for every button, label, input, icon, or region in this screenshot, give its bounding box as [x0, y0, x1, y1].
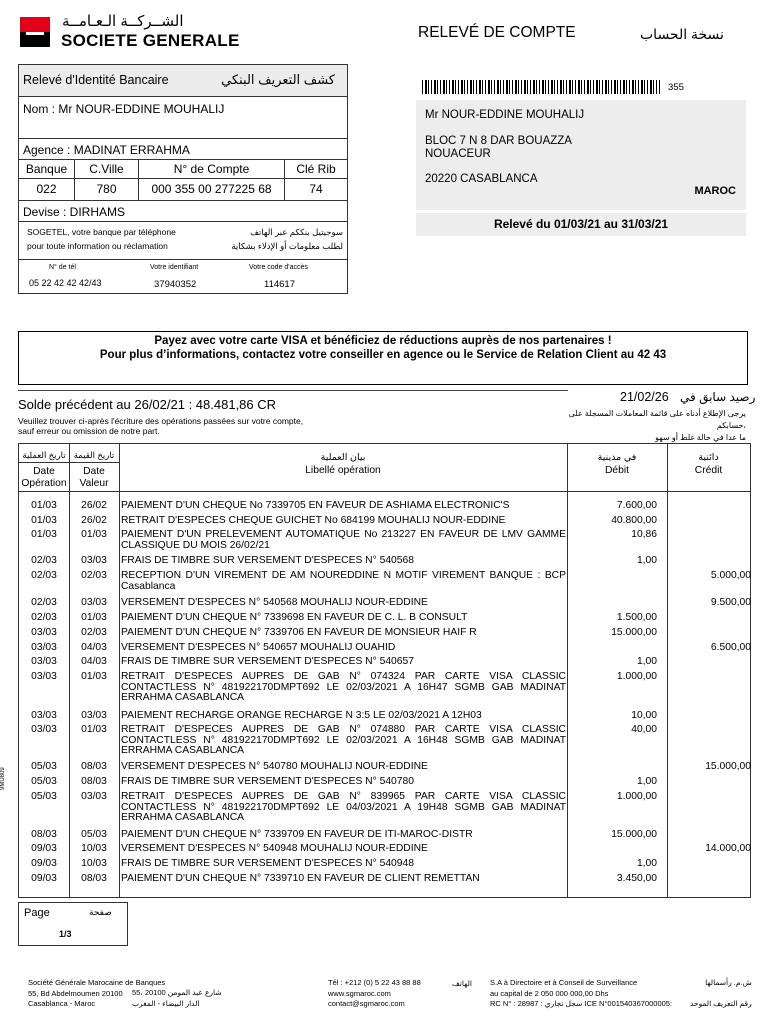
agency-name: Agence : MADINAT ERRAHMA	[23, 143, 190, 157]
tel-label: N° de tél	[49, 264, 76, 271]
credit-amount: 6.500,00	[710, 642, 751, 653]
libelle: PAIEMENT RECHARGE ORANGE RECHARGE N 3:5 LE 02/03/2021 A 12H03	[121, 710, 482, 721]
page-label-arabic: صفحة	[89, 907, 112, 917]
date-operation: 03/03	[31, 642, 57, 653]
footer-website[interactable]: www.sgmaroc.com	[328, 988, 391, 998]
libelle: PAIEMENT D'UN CHEQUE N° 7339706 EN FAVEUR DE MONSIEUR HAIF R	[121, 627, 477, 638]
credit-amount: 5.000,00	[710, 570, 751, 581]
footer-company-city: Casablanca - Maroc	[28, 999, 96, 1008]
header-credit-arabic: دائنية	[698, 452, 719, 463]
footer-registry	[490, 999, 672, 1010]
date-operation: 03/03	[31, 710, 57, 721]
footer-company-arabic	[132, 988, 222, 1009]
promo-banner	[18, 331, 748, 385]
access-code-value: 114617	[264, 279, 295, 290]
date-operation: 02/03	[31, 570, 57, 581]
date-valeur: 02/03	[81, 570, 107, 581]
footer-email[interactable]: contact@sgmaroc.com	[328, 999, 405, 1008]
col-cle: Clé Rib	[296, 162, 336, 176]
footer-legal	[490, 978, 672, 1010]
date-valeur: 08/03	[81, 776, 107, 787]
rib-header-label: Relevé d'Identité Bancaire	[23, 73, 169, 87]
rib-header-arabic: كشف التعريف البنكي	[221, 72, 335, 87]
date-operation: 03/03	[31, 671, 57, 682]
date-valeur: 04/03	[81, 656, 107, 667]
header-date-op-2: Opération	[21, 478, 67, 489]
date-operation: 03/03	[31, 627, 57, 638]
date-operation: 09/03	[31, 843, 57, 854]
barcode-number: 355	[668, 82, 684, 93]
col-divider	[667, 444, 668, 897]
header-date-val-2: Valeur	[79, 478, 109, 489]
debit-amount: 1,00	[636, 656, 657, 667]
footer-city-arabic: الدار البيضاء - المغرب	[132, 998, 200, 1008]
header-date-val-arabic: تاريخ القيمة	[73, 450, 115, 460]
libelle: FRAIS DE TIMBRE SUR VERSEMENT D'ESPECES N° 540657	[121, 656, 414, 667]
document-title-arabic: نسخة الحساب	[640, 26, 724, 42]
libelle: PAIEMENT D'UN CHEQUE N° 7339709 EN FAVEUR DE ITI-MAROC-DISTR	[121, 829, 473, 840]
col-ville: C.Ville	[75, 160, 139, 178]
header-date-op-1: Date	[33, 466, 55, 477]
header-debit-arabic: في مدينية	[597, 452, 637, 463]
account-number: 000 355 00 277225 68	[139, 179, 285, 200]
debit-amount: 7.600,00	[616, 500, 657, 511]
libelle: RETRAIT D'ESPECES AUPRES DE GAB N° 074880 PAR CARTE VISA CLASSIC CONTACTLESS N° 481922170DMPT692 LE 02/03/2021 A 16H48 SGMB GAB MADINAT ERRAHMA CASABLANCA	[121, 724, 566, 756]
date-valeur: 01/03	[81, 529, 107, 540]
ville-code: 780	[75, 179, 139, 200]
page-label: Page	[24, 907, 50, 919]
document-title: RELEVÉ DE COMPTE	[418, 24, 576, 41]
note-arabic-1: يرجى الإطلاع أدناه على قائمة المعاملات المسجلة على حسابكم،	[568, 409, 746, 430]
note-arabic-2: ما عدا في حالة غلط أو سهو	[655, 433, 746, 442]
libelle: RETRAIT D'ESPECES AUPRES DE GAB N° 074324 PAR CARTE VISA CLASSIC CONTACTLESS N° 481922170DMPT692 LE 02/03/2021 A 16H47 SGMB GAB MADINAT ERRAHMA CASABLANCA	[121, 671, 566, 703]
debit-amount: 1.000,00	[616, 791, 657, 802]
date-valeur: 03/03	[81, 555, 107, 566]
date-valeur: 26/02	[81, 500, 107, 511]
date-valeur: 05/03	[81, 829, 107, 840]
footer-ice: ICE N°001540367000005:	[584, 999, 673, 1008]
footer-phone-arabic: الهاتف	[452, 979, 472, 988]
address-line-2: NOUACEUR	[425, 148, 491, 160]
debit-amount: 1.000,00	[616, 671, 657, 682]
sogetel-line-1: SOGETEL, votre banque par téléphone	[27, 227, 176, 237]
debit-amount: 10,86	[631, 529, 657, 540]
debit-amount: 40,00	[631, 724, 657, 735]
header-date-op-arabic: تاريخ العملية	[22, 450, 66, 460]
libelle: PAIEMENT D'UN CHEQUE N° 7339710 EN FAVEUR DE CLIENT REMETTAN	[121, 873, 480, 884]
date-operation: 09/03	[31, 873, 57, 884]
sogetel-arabic-1: سوجيتيل بنككم عبر الهاتف	[250, 227, 343, 237]
col-divider	[119, 444, 120, 897]
date-valeur: 08/03	[81, 873, 107, 884]
date-valeur: 01/03	[81, 612, 107, 623]
banque-code: 022	[19, 179, 75, 200]
address-name: Mr NOUR-EDDINE MOUHALIJ	[425, 109, 585, 121]
header-libelle: Libellé opération	[305, 465, 381, 476]
header-credit: Crédit	[694, 465, 723, 476]
date-valeur: 10/03	[81, 843, 107, 854]
libelle: PAIEMENT D'UN CHEQUE N° 7339698 EN FAVEUR DE C. L. B CONSULT	[121, 612, 468, 623]
date-valeur: 03/03	[81, 791, 107, 802]
debit-amount: 1,00	[636, 555, 657, 566]
debit-amount: 15.000,00	[611, 829, 657, 840]
debit-amount: 1.500,00	[616, 612, 657, 623]
libelle: RETRAIT D'ESPECES AUPRES DE GAB N° 839965 PAR CARTE VISA CLASSIC CONTACTLESS N° 481922170DMPT692 LE 04/03/2021 A 19H48 SGMB GAB MADINAT ERRAHMA CASABLANCA	[121, 791, 566, 823]
header-debit: Débit	[604, 465, 630, 476]
debit-amount: 15.000,00	[611, 627, 657, 638]
date-operation: 01/03	[31, 500, 57, 511]
debit-amount: 1,00	[636, 858, 657, 869]
col-compte: N° de Compte	[139, 160, 285, 178]
rib-key: 74	[309, 182, 323, 196]
divider	[18, 390, 568, 391]
statement-note	[18, 416, 303, 436]
bank-name: SOCIETE GENERALE	[61, 31, 240, 50]
previous-balance-arabic: رصيد سابق في	[680, 390, 756, 404]
footer-legal-arabic-1: ش.م. رأسمالها	[705, 978, 752, 987]
date-operation: 02/03	[31, 597, 57, 608]
libelle: VERSEMENT D'ESPECES N° 540948 MOUHALIJ NOUR-EDDINE	[121, 843, 428, 854]
promo-line-2: Pour plus d’informations, contactez votre conseiller en agence ou le Service de Relation Client au 42 43	[99, 349, 667, 361]
note-line-1: Veuillez trouver ci-après l'écriture des opérations passées sur votre compte,	[18, 416, 304, 426]
date-valeur: 10/03	[81, 858, 107, 869]
date-operation: 05/03	[31, 776, 57, 787]
date-valeur: 03/03	[81, 710, 107, 721]
footer-phone: Tél : +212 (0) 5 22 43 88 88	[328, 978, 421, 987]
rib-values-row	[19, 179, 347, 201]
libelle: PAIEMENT D'UN CHEQUE No 7339705 EN FAVEUR DE ASHIAMA ELECTRONIC'S	[121, 500, 510, 511]
header-subdivider	[19, 462, 119, 463]
statement-period: Relevé du 01/03/21 au 31/03/21	[416, 213, 746, 236]
debit-amount: 10,00	[631, 710, 657, 721]
footer-company-name: Société Générale Marocaine de Banques	[28, 978, 166, 987]
sogetel-line-2: pour toute information ou réclamation	[27, 241, 168, 251]
barcode	[422, 80, 660, 94]
header-divider	[19, 491, 750, 492]
footer-capital: au capital de 2 050 000 000,00 Dhs	[490, 988, 609, 998]
col-divider	[567, 444, 568, 897]
footer-rc: RC N° : 28987 :	[490, 999, 543, 1008]
address-line-3: 20220 CASABLANCA	[425, 173, 538, 185]
debit-amount: 3.450,00	[616, 873, 657, 884]
libelle: VERSEMENT D'ESPECES N° 540657 MOUHALIJ OUAHID	[121, 642, 396, 653]
address-country: MAROC	[694, 185, 736, 197]
libelle: VERSEMENT D'ESPECES N° 540780 MOUHALIJ NOUR-EDDINE	[121, 761, 428, 772]
bank-name-arabic: الشــركــة الـعـامــة	[62, 13, 184, 30]
footer-company-address: 55, Bd Abdelmoumen 20100	[28, 988, 123, 998]
rib-columns-header	[19, 160, 347, 179]
sogetel-row	[19, 222, 347, 260]
account-holder-name: Nom : Mr NOUR-EDDINE MOUHALIJ	[23, 102, 225, 116]
identifier-value: 37940352	[154, 279, 197, 290]
date-operation: 02/03	[31, 555, 57, 566]
rib-nom-row	[19, 97, 347, 139]
statement-note-arabic	[560, 408, 746, 444]
note-line-2: sauf erreur ou omission de notre part.	[18, 426, 160, 436]
date-valeur: 08/03	[81, 761, 107, 772]
side-code: 9MU809	[0, 767, 6, 790]
debit-amount: 40.800,00	[611, 515, 657, 526]
footer-address-arabic: 55، شارع عبد المومن 20100	[132, 988, 222, 997]
date-valeur: 02/03	[81, 627, 107, 638]
rib-agence-row	[19, 139, 347, 160]
sogetel-arabic-2: لطلب معلومات أو الإدلاء بشكاية	[231, 241, 343, 251]
footer-legal-arabic	[690, 978, 752, 1010]
libelle: VERSEMENT D'ESPECES N° 540568 MOUHALIJ NOUR-EDDINE	[121, 597, 428, 608]
date-operation: 01/03	[31, 515, 57, 526]
address-line-1: BLOC 7 N 8 DAR BOUAZZA	[425, 135, 572, 147]
libelle: RECEPTION D'UN VIREMENT DE AM NOUREDDINE N MOTIF VIREMENT BANQUE : BCP Casablanca	[121, 570, 566, 592]
col-banque: Banque	[19, 160, 75, 178]
date-operation: 08/03	[31, 829, 57, 840]
credit-amount: 14.000,00	[705, 843, 751, 854]
header-libelle-arabic: بيان العملية	[320, 452, 366, 463]
date-valeur: 03/03	[81, 597, 107, 608]
previous-balance: Solde précédent au 26/02/21 : 48.481,86 CR	[18, 397, 277, 412]
libelle: FRAIS DE TIMBRE SUR VERSEMENT D'ESPECES N° 540568	[121, 555, 414, 566]
libelle: RETRAIT D'ESPECES CHEQUE GUICHET No 684199 MOUHALIJ NOUR-EDDINE	[121, 515, 506, 526]
rib-devise-row	[19, 201, 347, 222]
address-block	[416, 100, 746, 210]
date-valeur: 01/03	[81, 724, 107, 735]
date-operation: 03/03	[31, 724, 57, 735]
libelle: PAIEMENT D'UN PRELEVEMENT AUTOMATIQUE No 213227 EN FAVEUR DE LMV GAMME CLASSIQUE DU MOIS 26/02/21	[121, 529, 566, 551]
date-valeur: 01/03	[81, 671, 107, 682]
date-operation: 09/03	[31, 858, 57, 869]
footer-legal-form: S.A à Directoire et à Conseil de Surveillance	[490, 978, 638, 987]
operations-table	[18, 443, 751, 898]
previous-balance-date: 21/02/26	[620, 390, 669, 404]
date-valeur: 26/02	[81, 515, 107, 526]
credit-amount: 9.500,00	[710, 597, 751, 608]
rib-box	[18, 64, 348, 294]
date-operation: 05/03	[31, 761, 57, 772]
date-valeur: 04/03	[81, 642, 107, 653]
tel-number: 05 22 42 42 42/43	[29, 278, 102, 288]
page-box	[18, 902, 128, 946]
identifier-label: Votre identifiant	[150, 264, 199, 271]
date-operation: 03/03	[31, 656, 57, 667]
rib-header	[19, 65, 347, 97]
access-code-label: Votre code d'accès	[249, 264, 308, 271]
promo-line-1: Payez avec votre carte VISA et bénéficiez de réductions auprès de nos partenaires !	[154, 335, 612, 347]
currency: Devise : DIRHAMS	[23, 205, 126, 219]
logo-bar	[26, 32, 44, 35]
credit-amount: 15.000,00	[705, 761, 751, 772]
date-operation: 05/03	[31, 791, 57, 802]
libelle: FRAIS DE TIMBRE SUR VERSEMENT D'ESPECES N° 540948	[121, 858, 414, 869]
date-operation: 02/03	[31, 612, 57, 623]
footer-rc-arabic: سجل تجاري	[544, 999, 583, 1008]
footer-contact	[328, 978, 421, 1010]
header-date-val-1: Date	[83, 466, 105, 477]
debit-amount: 1,00	[636, 776, 657, 787]
footer-legal-arabic-3: رقم التعريف الموحد	[690, 999, 752, 1008]
page-number: 1/3	[59, 929, 72, 939]
date-operation: 01/03	[31, 529, 57, 540]
libelle: FRAIS DE TIMBRE SUR VERSEMENT D'ESPECES N° 540780	[121, 776, 414, 787]
